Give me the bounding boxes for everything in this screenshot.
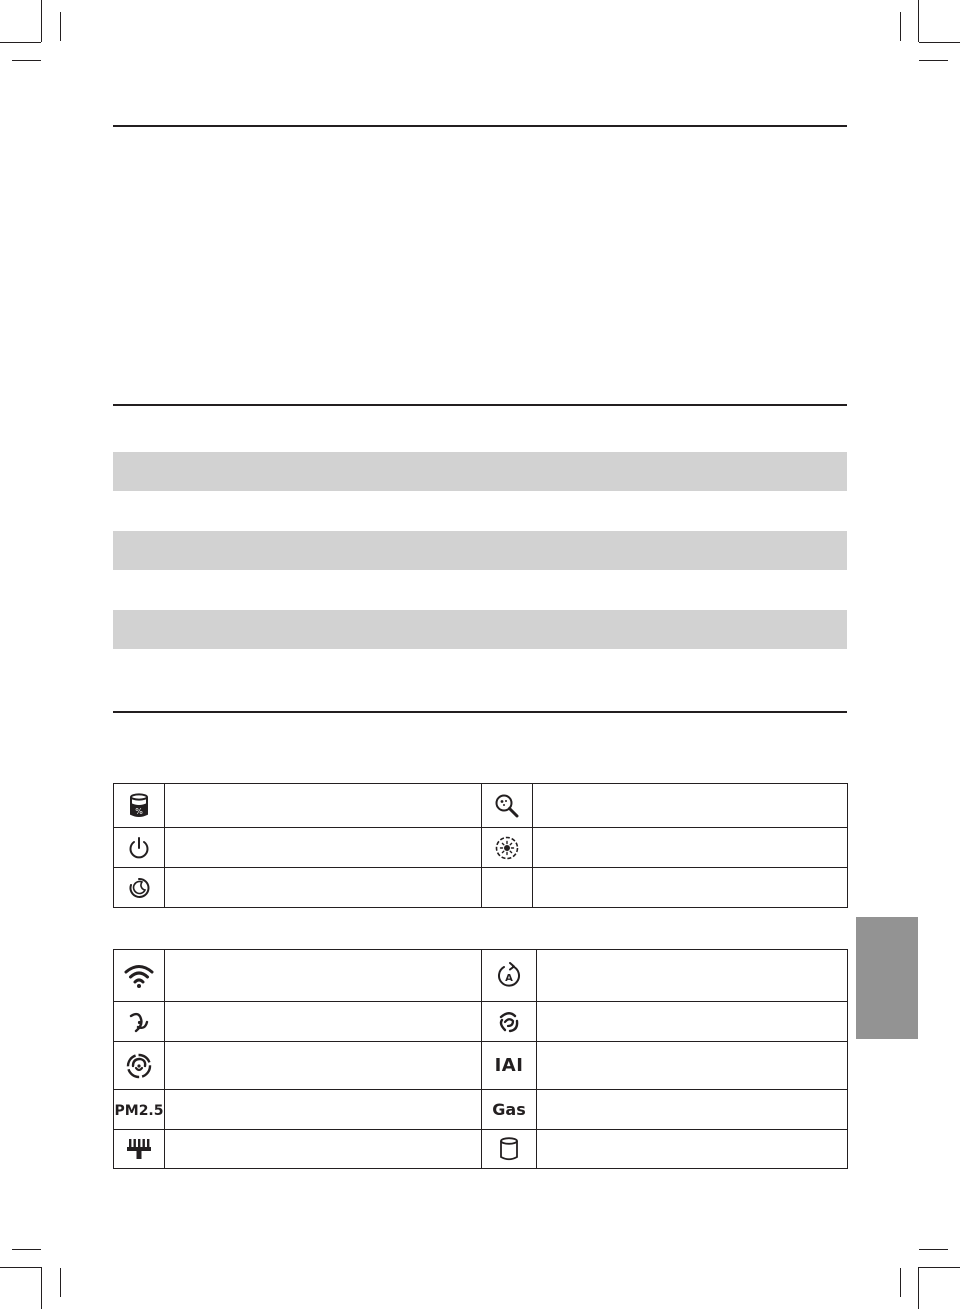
table-band-row (113, 531, 847, 570)
row-description (165, 1042, 482, 1090)
row-description (165, 1130, 482, 1169)
filter-wick-icon (114, 1130, 165, 1169)
table-band-row (113, 610, 847, 649)
svg-text:A: A (505, 972, 513, 984)
magnifier-icon (482, 784, 533, 828)
row-description (533, 828, 848, 868)
table-row (114, 1002, 848, 1042)
empty-icon-cell (482, 868, 533, 908)
water-tank-icon (482, 1130, 537, 1169)
light-brightness-icon (482, 828, 533, 868)
humidity-percent-icon (114, 784, 165, 828)
section-rule-lower (113, 711, 847, 713)
row-description (533, 784, 848, 828)
language-side-tab (856, 917, 918, 1039)
iai-label: IAI (494, 1055, 524, 1076)
fan-speed-2-icon (482, 1002, 537, 1042)
row-description (165, 1002, 482, 1042)
table-row (114, 828, 848, 868)
power-icon (114, 828, 165, 868)
table-row (114, 950, 848, 1002)
table-band-row (113, 452, 847, 491)
control-panel-icon-table (113, 783, 848, 908)
section-rule-top (113, 125, 847, 127)
row-description (537, 1090, 848, 1130)
table-row (114, 784, 848, 828)
row-description (165, 1090, 482, 1130)
svg-text:%: % (135, 806, 143, 816)
row-description (165, 950, 482, 1002)
section-rule-middle (113, 404, 847, 406)
row-description (537, 1130, 848, 1169)
row-description (537, 1002, 848, 1042)
iai-icon (482, 1042, 537, 1090)
row-description (537, 950, 848, 1002)
pm25-label: PM2.5 (114, 1103, 164, 1119)
wifi-icon (114, 950, 165, 1002)
gas-label: Gas (492, 1100, 526, 1119)
row-description (537, 1042, 848, 1090)
pm25-icon (114, 1090, 165, 1130)
fan-speed-turbo-icon (114, 1042, 165, 1090)
fan-speed-1-icon (114, 1002, 165, 1042)
sleep-mode-icon (114, 868, 165, 908)
table-row (114, 1130, 848, 1169)
row-description (533, 868, 848, 908)
gas-icon (482, 1090, 537, 1130)
table-row (114, 868, 848, 908)
display-icon-table (113, 949, 848, 1169)
row-description (165, 828, 482, 868)
table-row (114, 1042, 848, 1090)
row-description (165, 784, 482, 828)
auto-mode-icon (482, 950, 537, 1002)
table-row (114, 1090, 848, 1130)
row-description (165, 868, 482, 908)
